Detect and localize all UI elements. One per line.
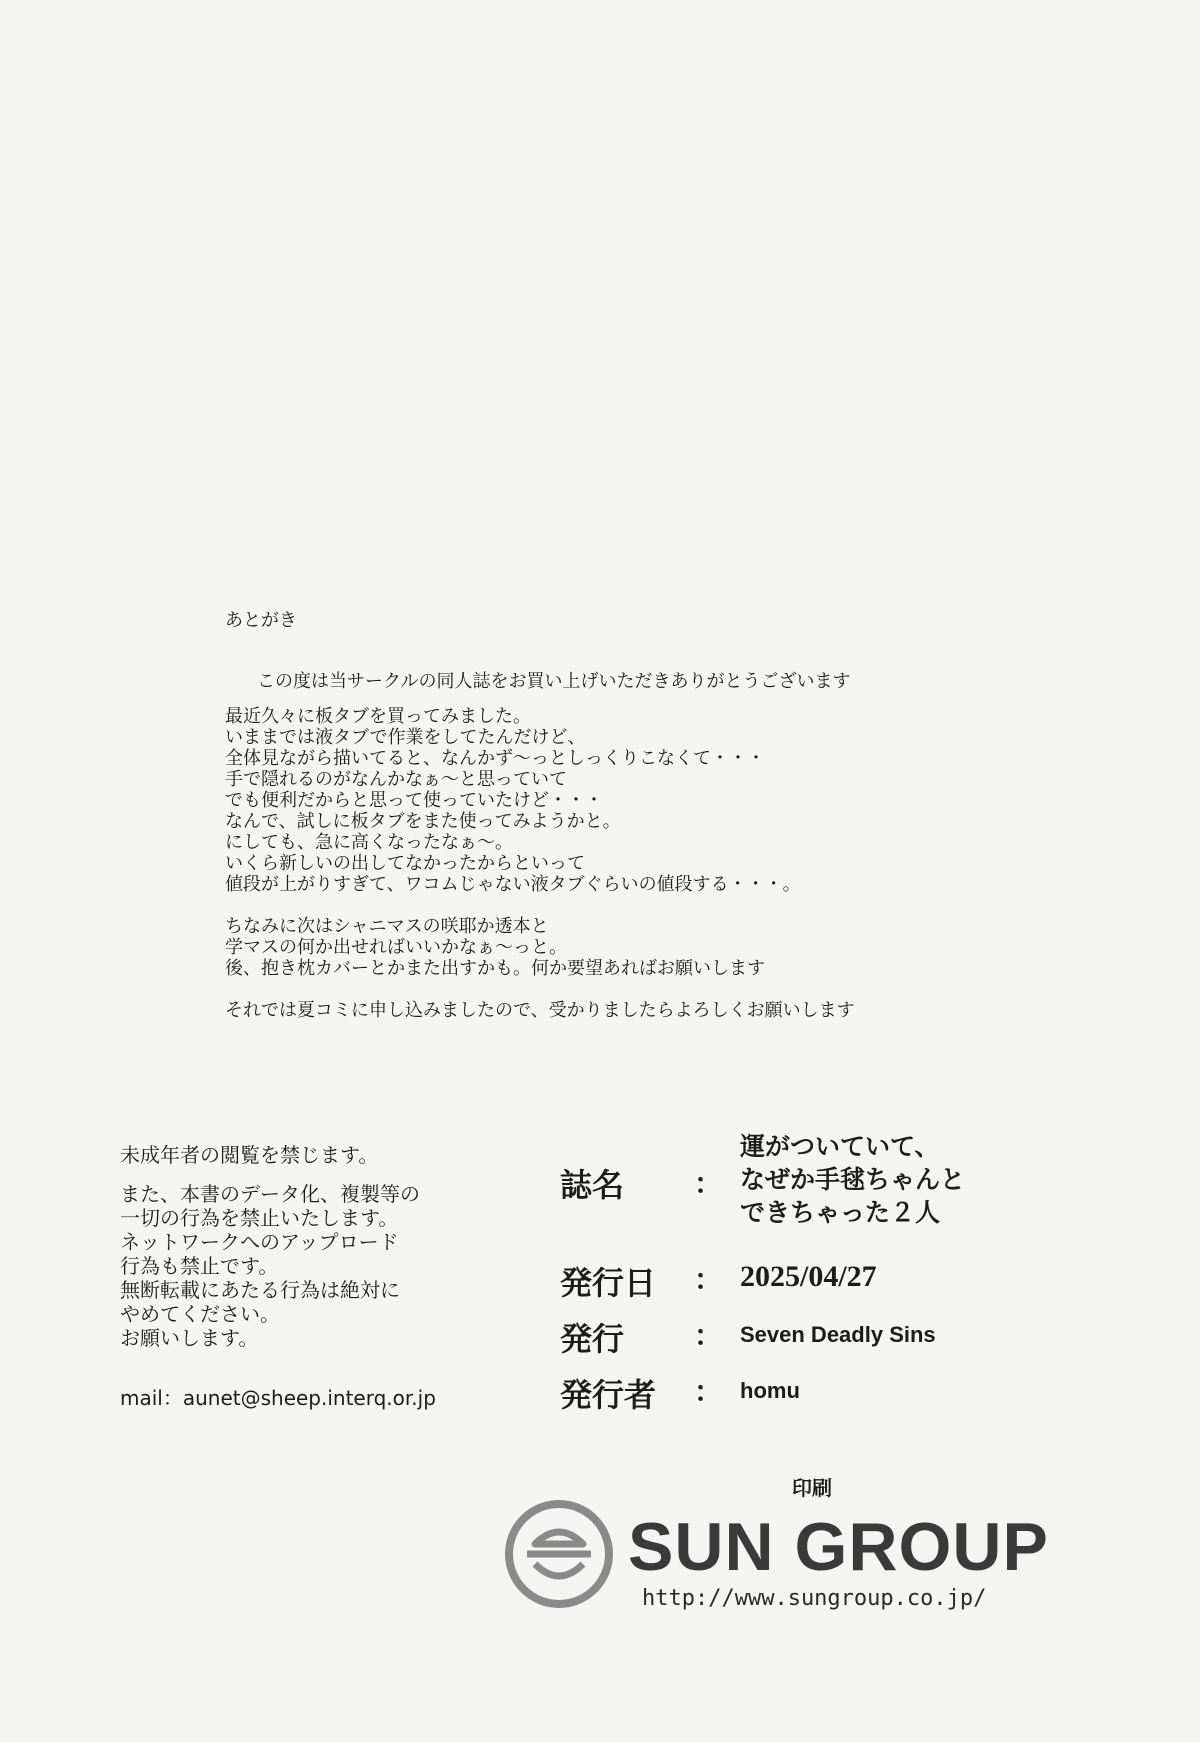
- notice-line: やめてください。: [120, 1302, 280, 1326]
- afterword-line: いくら新しいの出してなかったからといって: [225, 853, 585, 874]
- afterword-paragraph-2: [225, 916, 985, 979]
- contact-mail: mail：aunet@sheep.interq.or.jp: [120, 1386, 436, 1410]
- colophon-row-title: [560, 1130, 1120, 1250]
- colon: ：: [694, 1375, 723, 1408]
- printer-name: SUN GROUP: [628, 1509, 1049, 1585]
- book-title: [740, 1130, 965, 1229]
- book-title-line: できちゃった２人: [740, 1198, 941, 1227]
- printer-url: http://www.sungroup.co.jp/: [642, 1586, 987, 1611]
- publisher-name: Seven Deadly Sins: [740, 1322, 936, 1347]
- notice-line: 無断転載にあたる行為は絶対に: [120, 1278, 400, 1302]
- afterword-closing: それでは夏コミに申し込みましたので、受かりましたらよろしくお願いします: [225, 1000, 855, 1021]
- afterword-line: 学マスの何か出せればいいかなぁ～っと。: [225, 937, 567, 958]
- afterword-line: でも便利だからと思って使っていたけど・・・: [225, 790, 603, 811]
- afterword-line: なんで、試しに板タブをまた使ってみようかと。: [225, 811, 621, 832]
- afterword-title: あとがき: [225, 610, 297, 631]
- colon: ：: [694, 1319, 723, 1352]
- publish-date: 2025/04/27: [740, 1260, 877, 1293]
- book-title-line: なぜか手毬ちゃんと: [740, 1165, 966, 1194]
- title-label: 誌名: [560, 1166, 625, 1204]
- publisher-label: 発行: [560, 1320, 625, 1358]
- afterword-line: ちなみに次はシャニマスの咲耶か透本と: [225, 916, 549, 937]
- legal-notice: [120, 1143, 520, 1350]
- afterword-line: いままでは液タブで作業をしてたんだけど、: [225, 727, 586, 748]
- notice-line: また、本書のデータ化、複製等の: [120, 1182, 420, 1206]
- afterword-intro: この度は当サークルの同人誌をお買い上げいただきありがとうございます: [257, 671, 851, 692]
- notice-line: お願いします。: [120, 1326, 259, 1350]
- afterword-body: [225, 671, 985, 1042]
- author-label: 発行者: [560, 1376, 657, 1414]
- afterword-line: 最近久々に板タブを買ってみました。: [225, 706, 531, 727]
- author-name: homu: [740, 1378, 800, 1403]
- age-restriction-notice: 未成年者の閲覧を禁じます。: [120, 1143, 379, 1167]
- notice-line: ネットワークへのアップロード: [120, 1230, 399, 1254]
- afterword-line: 全体見ながら描いてると、なんかず～っとしっくりこなくて・・・: [225, 748, 765, 769]
- colon: ：: [694, 1167, 723, 1200]
- date-label: 発行日: [560, 1264, 657, 1302]
- afterword-line: 値段が上がりすぎて、ワコムじゃない液タブぐらいの値段する・・・。: [225, 874, 801, 895]
- notice-line: 一切の行為を禁止いたします。: [120, 1206, 399, 1230]
- notice-line: 行為も禁止です。: [120, 1254, 279, 1278]
- sun-group-logo-icon: [505, 1500, 613, 1608]
- afterword-paragraph-1: [225, 706, 985, 895]
- colon: ：: [694, 1263, 723, 1296]
- book-title-line: 運がついていて、: [740, 1132, 940, 1161]
- printer-label: 印刷: [792, 1476, 832, 1500]
- afterword-line: 後、抱き枕カバーとかまた出すかも。何か要望あればお願いします: [225, 958, 765, 979]
- afterword-line: 手で隠れるのがなんかなぁ～と思っていて: [225, 769, 567, 790]
- afterword-line: にしても、急に高くなったなぁ～。: [225, 832, 513, 853]
